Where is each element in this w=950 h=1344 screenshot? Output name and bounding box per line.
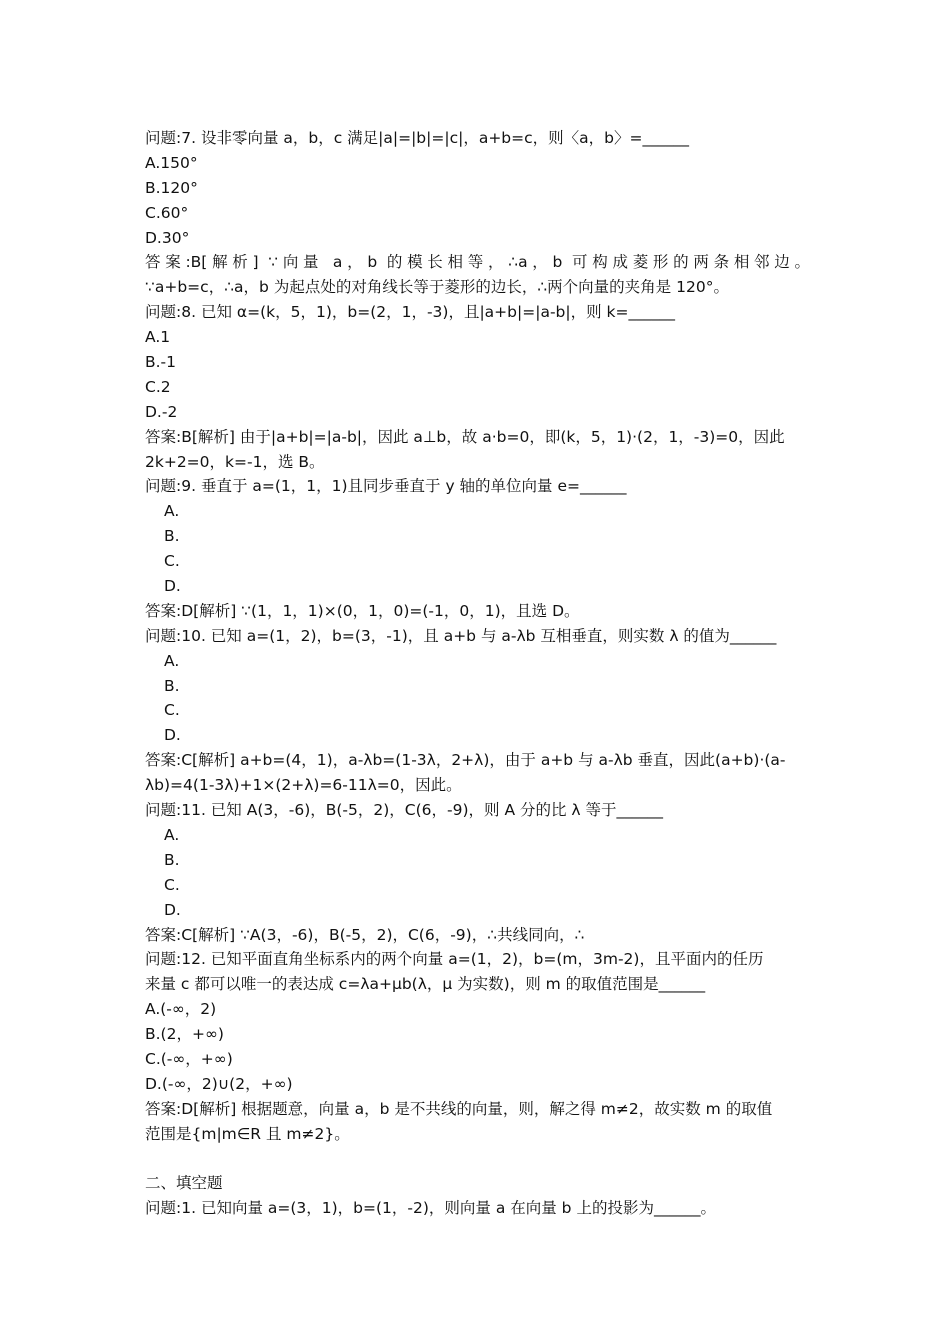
question-9-answer: 答案:D[解析] ∵(1，1，1)×(0，1，0)=(-1，0，1)，且选 D。: [145, 601, 580, 620]
question-7-option-b: B.120°: [145, 178, 198, 197]
question-11-option-b: B.: [164, 850, 180, 869]
question-8-stem: 问题:8. 已知 α=(k，5，1)，b=(2，1，-3)，且|a+b|=|a-b|，则 k=______: [145, 303, 675, 322]
question-12-answer-line-1: 答案:D[解析] 根据题意，向量 a，b 是不共线的向量，则，解之得 m≠2，故实数 m 的取值: [145, 1099, 773, 1118]
question-7-stem: 问题:7. 设非零向量 a，b，c 满足|a|=|b|=|c|，a+b=c，则〈a，b〉=______: [145, 129, 689, 147]
question-12-stem-line-2: 来量 c 都可以唯一的表达成 c=λa+μb(λ，μ 为实数)，则 m 的取值范围是______: [145, 975, 706, 994]
question-12-answer-line-2: 范围是{m|m∈R 且 m≠2}。: [145, 1124, 350, 1143]
question-12-option-d: D.(-∞，2)∪(2，+∞): [145, 1074, 293, 1093]
question-9-option-b: B.: [164, 527, 180, 546]
question-12-option-c: C.(-∞，+∞): [145, 1049, 233, 1068]
question-8-option-b: B.-1: [145, 353, 177, 372]
question-11-stem: 问题:11. 已知 A(3，-6)，B(-5，2)，C(6，-9)，则 A 分的比 λ 等于______: [145, 801, 664, 820]
question-7-answer-line-1: 答案:B[解析] ∵向量 a，b 的模长相等，∴a，b 可构成菱形的两条相邻边。: [145, 253, 810, 272]
question-11-option-c: C.: [164, 875, 180, 894]
question-7-option-c: C.60°: [145, 203, 189, 222]
question-10-option-d: D.: [164, 726, 181, 745]
section-spacer: [145, 1147, 810, 1172]
question-7-option-d: D.30°: [145, 228, 190, 247]
question-9-stem: 问题:9. 垂直于 a=(1，1，1)且同步垂直于 y 轴的单位向量 e=______: [145, 477, 627, 496]
question-10-answer-line-2: λb)=4(1-3λ)+1×(2+λ)=6-11λ=0，因此。: [145, 776, 462, 795]
question-9-option-c: C.: [164, 552, 180, 571]
question-10-answer-line-1: 答案:C[解析] a+b=(4，1)，a-λb=(1-3λ，2+λ)，由于 a+b 与 a-λb 垂直，因此(a+b)·(a-: [145, 751, 786, 770]
question-10-option-a: A.: [164, 651, 180, 670]
fill-in-question-1: 问题:1. 已知向量 a=(3，1)，b=(1，-2)，则向量 a 在向量 b 上的投影为______。: [145, 1199, 716, 1218]
question-8-option-a: A.1: [145, 328, 171, 347]
question-12-stem-line-1: 问题:12. 已知平面直角坐标系内的两个向量 a=(1，2)，b=(m，3m-2)，且平面内的任历: [145, 950, 764, 969]
question-9-option-d: D.: [164, 577, 181, 596]
question-12-option-a: A.(-∞，2): [145, 1000, 217, 1019]
question-10-option-c: C.: [164, 701, 180, 720]
document-page: [145, 126, 810, 1221]
question-11-answer: 答案:C[解析] ∵A(3，-6)，B(-5，2)，C(6，-9)，∴共线同向，∴: [145, 925, 585, 944]
question-8-answer-line-2: 2k+2=0，k=-1，选 B。: [145, 452, 325, 471]
question-7-option-a: A.150°: [145, 153, 198, 172]
section-heading-fill-in: 二、填空题: [145, 1174, 223, 1193]
question-9-option-a: A.: [164, 502, 180, 521]
question-10-stem: 问题:10. 已知 a=(1，2)，b=(3，-1)，且 a+b 与 a-λb 互相垂直，则实数 λ 的值为______: [145, 626, 777, 645]
question-11-option-a: A.: [164, 825, 180, 844]
question-8-answer-line-1: 答案:B[解析] 由于|a+b|=|a-b|，因此 a⊥b，故 a·b=0，即(k，5，1)·(2，1，-3)=0，因此: [145, 427, 785, 446]
question-12-option-b: B.(2，+∞): [145, 1025, 224, 1044]
question-8-option-d: D.-2: [145, 402, 178, 421]
question-7-answer-line-2: ∵a+b=c，∴a，b 为起点处的对角线长等于菱形的边长，∴两个向量的夹角是 120°。: [145, 278, 729, 297]
question-8-option-c: C.2: [145, 377, 171, 396]
question-10-option-b: B.: [164, 676, 180, 695]
question-11-option-d: D.: [164, 900, 181, 919]
